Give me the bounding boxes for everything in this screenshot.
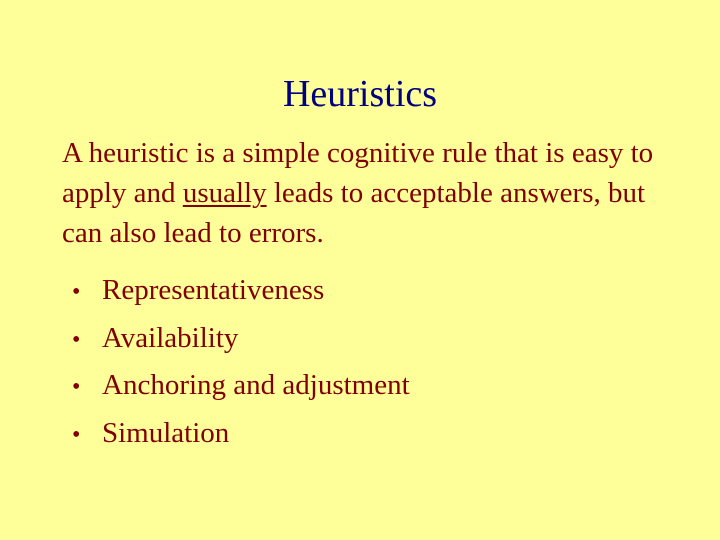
list-item-label: Availability xyxy=(102,321,239,354)
bullet-icon: • xyxy=(72,326,81,353)
list-item xyxy=(62,268,662,316)
definition-paragraph xyxy=(62,133,682,253)
list-item xyxy=(62,363,662,411)
bullet-icon: • xyxy=(72,421,81,448)
list-item xyxy=(62,411,662,459)
list-item-label: Anchoring and adjustment xyxy=(102,369,410,401)
list-item-label: Representativeness xyxy=(102,274,325,306)
bullet-icon: • xyxy=(72,374,81,400)
emphasized-word: usually xyxy=(182,177,267,209)
heuristics-list xyxy=(62,268,662,458)
slide-title: Heuristics xyxy=(282,73,438,115)
definition-text-end: leads to acceptable answers, but can also lead to errors. xyxy=(62,177,646,249)
list-item-label: Simulation xyxy=(102,416,230,449)
list-item xyxy=(62,316,662,364)
definition-text-start: A heuristic is a simple cognitive rule that is easy to apply and xyxy=(62,137,654,209)
bullet-icon: • xyxy=(72,279,81,305)
